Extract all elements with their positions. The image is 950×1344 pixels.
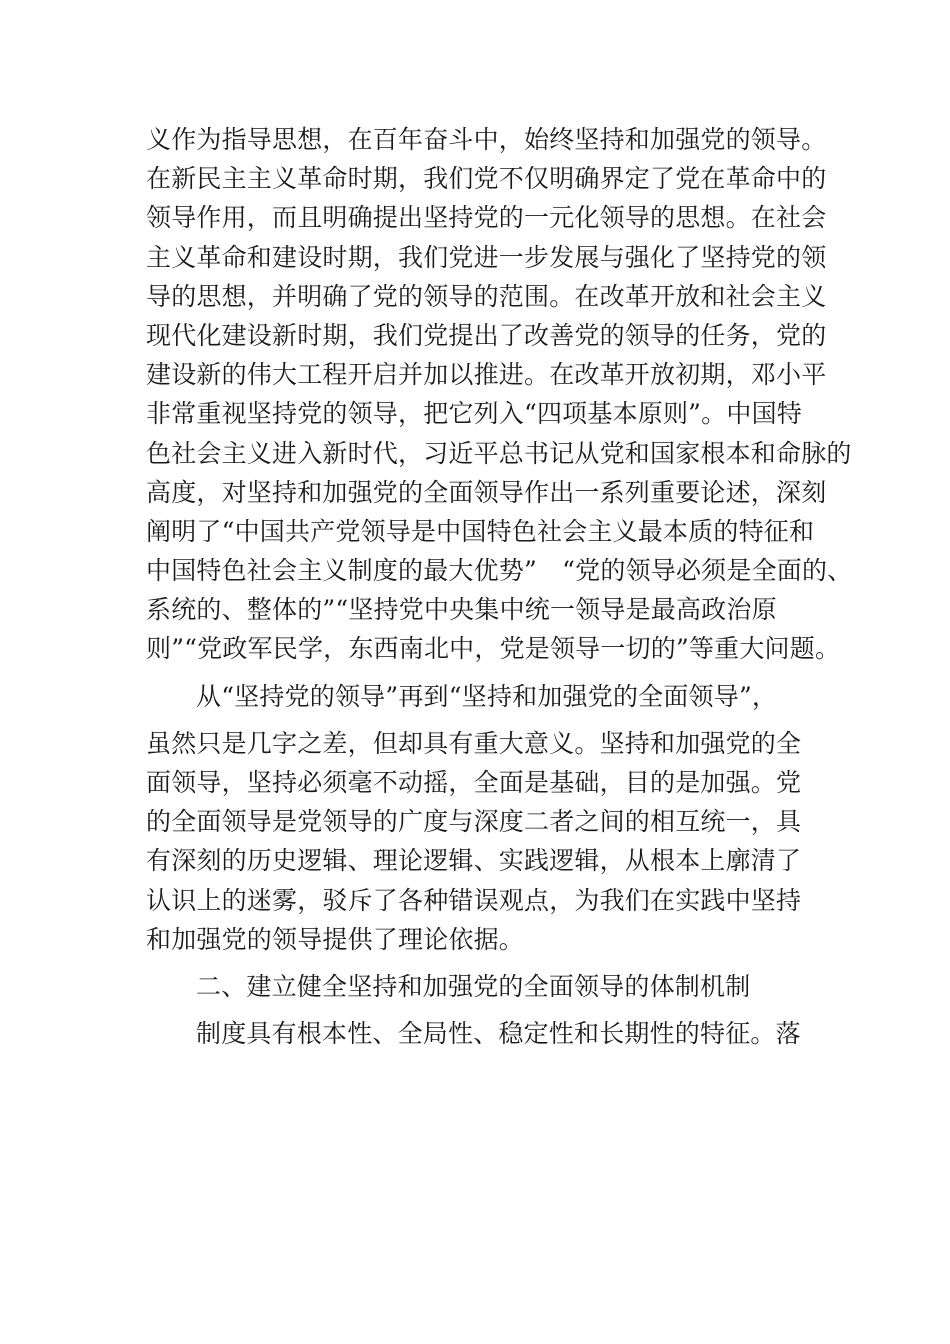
text-line: 有深刻的历史逻辑、理论逻辑、实践逻辑，从根本上廓清了 xyxy=(146,846,802,876)
paragraph-start-line: 从“坚持党的领导”再到“坚持和加强党的全面领导”， xyxy=(196,681,778,711)
section-heading: 二、建立健全坚持和加强党的全面领导的体制机制 xyxy=(196,971,751,1001)
text-line: 高度，对坚持和加强党的全面领导作出一系列重要论述，深刻 xyxy=(146,477,827,507)
text-line: 现代化建设新时期，我们党提出了改善党的领导的任务，党的 xyxy=(146,320,827,350)
text-line: 导的思想，并明确了党的领导的范围。在改革开放和社会主义 xyxy=(146,281,827,311)
text-line: 色社会主义进入新时代，习近平总书记从党和国家根本和命脉的 xyxy=(146,438,852,468)
text-line: 阐明了“中国共产党领导是中国特色社会主义最本质的特征和 xyxy=(146,516,815,546)
text-line: 认识上的迷雾，驳斥了各种错误观点，为我们在实践中坚持 xyxy=(146,885,802,915)
text-line: 则”“党政军民学，东西南北中，党是领导一切的”等重大问题。 xyxy=(146,634,841,664)
text-line: 系统的、整体的”“坚持党中央集中统一领导是最高政治原 xyxy=(146,595,777,625)
text-line: 非常重视坚持党的领导，把它列入“四项基本原则”。中国特 xyxy=(146,399,802,429)
text-line: 中国特色社会主义制度的最大优势” “党的领导必须是全面的、 xyxy=(146,556,853,586)
text-line: 主义革命和建设时期，我们党进一步发展与强化了坚持党的领 xyxy=(146,242,827,272)
text-line: 和加强党的领导提供了理论依据。 xyxy=(146,924,525,954)
text-line: 面领导，坚持必须毫不动摇，全面是基础，目的是加强。党 xyxy=(146,768,802,797)
body-text xyxy=(146,120,853,1053)
text-line: 建设新的伟大工程开启并加以推进。在改革开放初期，邓小平 xyxy=(146,360,827,390)
text-line: 领导作用，而且明确提出坚持党的一元化领导的思想。在社会 xyxy=(146,203,827,233)
text-line: 的全面领导是党领导的广度与深度二者之间的相互统一，具 xyxy=(146,807,802,837)
paragraph-start-line: 制度具有根本性、全局性、稳定性和长期性的特征。落 xyxy=(196,1019,801,1049)
text-line: 虽然只是几字之差，但却具有重大意义。坚持和加强党的全 xyxy=(146,728,802,758)
text-line: 义作为指导思想，在百年奋斗中，始终坚持和加强党的领导。 xyxy=(146,125,827,154)
text-line: 在新民主主义革命时期，我们党不仅明确界定了党在革命中的 xyxy=(146,164,827,194)
